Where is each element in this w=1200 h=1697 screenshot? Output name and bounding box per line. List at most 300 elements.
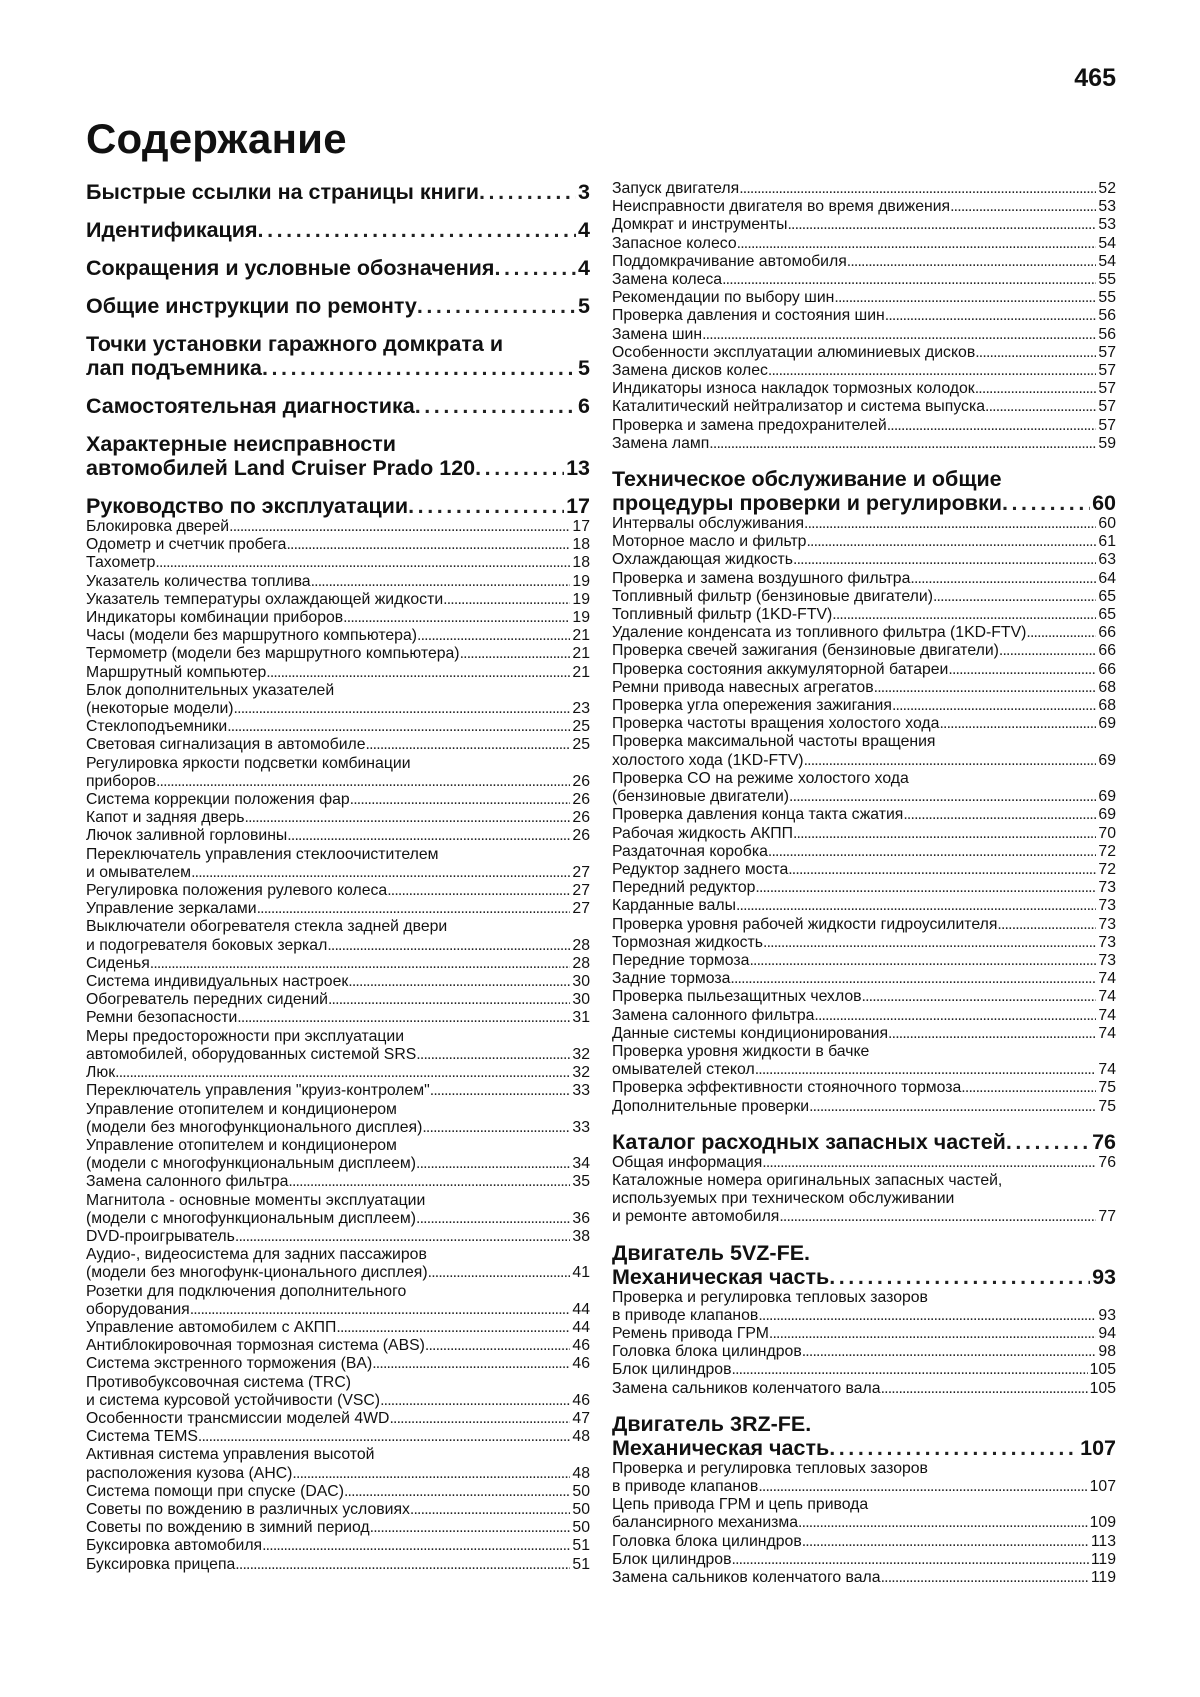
toc-page-number: 51: [572, 1555, 590, 1573]
toc-page-number: 74: [1098, 1024, 1116, 1042]
toc-entry-title: Точки установки гаражного домкрата и: [86, 332, 504, 356]
toc-entry[interactable]: [86, 518, 590, 536]
toc-page-number: 72: [1098, 842, 1116, 860]
toc-entry-title: Указатель количества топлива: [86, 572, 311, 590]
toc-page-number: 31: [572, 1009, 590, 1027]
toc-entry-title: Блок цилиндров: [612, 1550, 732, 1568]
toc-page-number: 56: [1098, 325, 1116, 343]
toc-entry-title: приборов: [86, 772, 156, 790]
dot-leader: [327, 937, 570, 955]
toc-entry[interactable]: [86, 682, 590, 718]
toc-entry[interactable]: [612, 551, 1116, 569]
toc-entry[interactable]: [612, 1460, 1116, 1496]
toc-entry[interactable]: [612, 825, 1116, 843]
toc-entry[interactable]: [612, 198, 1116, 216]
toc-entry[interactable]: [612, 1533, 1116, 1551]
toc-entry[interactable]: [612, 606, 1116, 624]
toc-page-number: 119: [1090, 1569, 1116, 1586]
dot-leader: [999, 642, 1097, 660]
toc-right-column: [612, 180, 1116, 1587]
toc-entry[interactable]: [86, 1064, 590, 1082]
dot-leader: [829, 1436, 1078, 1460]
toc-entry-title: Регулировка яркости подсветки комбинации: [86, 754, 411, 772]
toc-section[interactable]: [86, 256, 590, 280]
toc-entry-title: Замена ламп: [612, 434, 710, 452]
toc-page-number: 57: [1098, 380, 1116, 398]
toc-entry[interactable]: [86, 846, 590, 882]
toc-entry[interactable]: [612, 326, 1116, 344]
toc-entry-title: Система экстренного торможения (BA): [86, 1355, 373, 1373]
toc-entry[interactable]: [86, 1009, 590, 1027]
dot-leader: [732, 1551, 1089, 1569]
dot-leader: [887, 417, 1097, 435]
toc-entry[interactable]: [612, 970, 1116, 988]
toc-entry[interactable]: [612, 1172, 1116, 1227]
toc-entry[interactable]: [86, 1101, 590, 1137]
dot-leader: [235, 1228, 571, 1246]
dot-leader: [847, 253, 1097, 271]
dot-leader: [888, 1025, 1096, 1043]
toc-page-number: 17: [566, 494, 590, 518]
toc-entry[interactable]: [612, 916, 1116, 934]
toc-entry[interactable]: [612, 289, 1116, 307]
toc-entry[interactable]: [86, 1283, 590, 1319]
toc-page-number: 25: [572, 718, 590, 736]
toc-entry[interactable]: [612, 642, 1116, 660]
toc-entry[interactable]: [612, 180, 1116, 198]
toc-entry[interactable]: [86, 882, 590, 900]
toc-entry[interactable]: [86, 1501, 590, 1519]
toc-entry[interactable]: [612, 1289, 1116, 1325]
toc-entry-title: лап подъемника: [86, 356, 262, 380]
dot-leader: [348, 973, 570, 991]
toc-page-number: 4: [578, 256, 590, 280]
toc-entry[interactable]: [86, 718, 590, 736]
toc-entry[interactable]: [612, 861, 1116, 879]
dot-leader: [702, 326, 1096, 344]
dot-leader: [287, 827, 570, 845]
toc-entry[interactable]: [86, 1410, 590, 1428]
dot-leader: [892, 697, 1096, 715]
toc-left-column: [86, 180, 590, 1574]
toc-entry-title: Проверка эффективности стояночного тормоза: [612, 1079, 962, 1097]
toc-entry[interactable]: [612, 417, 1116, 435]
toc-entry[interactable]: [612, 1007, 1116, 1025]
dot-leader: [802, 1343, 1097, 1361]
toc-page-number: 21: [572, 627, 590, 645]
toc-entry-title: Руководство по эксплуатации: [86, 494, 409, 518]
dot-leader: [115, 1064, 570, 1082]
toc-entry-title: Проверка давления и состояния шин: [612, 307, 885, 325]
dot-leader: [755, 879, 1096, 897]
toc-entry[interactable]: [86, 1519, 590, 1537]
dot-leader: [779, 1208, 1096, 1226]
toc-entry-title: Проверка и замена предохранителей: [612, 416, 887, 434]
toc-entry-title: Блокировка дверей: [86, 518, 230, 535]
dot-leader: [975, 344, 1096, 362]
toc-page-number: 33: [572, 1082, 590, 1100]
toc-page-number: 23: [572, 700, 590, 718]
toc-entry[interactable]: [86, 918, 590, 954]
toc-entry-title: Противобуксовочная система (TRC): [86, 1373, 352, 1391]
toc-entry-title: процедуры проверки и регулировки: [612, 491, 1002, 516]
toc-entry[interactable]: [612, 398, 1116, 416]
toc-page-number: 52: [1098, 180, 1116, 197]
dot-leader: [389, 1410, 570, 1428]
toc-page-number: 74: [1098, 988, 1116, 1006]
dot-leader: [417, 294, 576, 318]
dot-leader: [769, 1325, 1097, 1343]
toc-entry[interactable]: [612, 216, 1116, 234]
toc-section[interactable]: [612, 1130, 1116, 1154]
toc-entry[interactable]: [86, 791, 590, 809]
toc-entry-title: Обогреватель передних сидений: [86, 991, 328, 1009]
toc-entry-title: Рабочая жидкость АКПП: [612, 824, 793, 842]
toc-entry-title: Задние тормоза: [612, 970, 731, 988]
toc-page-number: 70: [1098, 824, 1116, 842]
toc-entry-title: и омывателем: [86, 863, 192, 881]
toc-page-number: 66: [1098, 660, 1116, 678]
toc-page-number: 69: [1098, 788, 1116, 806]
dot-leader: [408, 494, 564, 518]
toc-entry-title: Проверка CO на режиме холостого хода: [612, 769, 909, 787]
dot-leader: [328, 991, 570, 1009]
toc-page-number: 75: [1098, 1097, 1116, 1115]
toc-page-number: 26: [572, 809, 590, 827]
dot-leader: [793, 551, 1096, 569]
toc-entry[interactable]: [612, 1079, 1116, 1097]
toc-entry[interactable]: [86, 1028, 590, 1064]
toc-entry-title: Механическая часть: [612, 1264, 830, 1289]
dot-leader: [798, 1514, 1088, 1532]
dot-leader: [809, 1098, 1096, 1116]
toc-page-number: 57: [1098, 362, 1116, 380]
toc-entry[interactable]: [612, 624, 1116, 642]
dot-leader: [885, 307, 1097, 325]
toc-entry[interactable]: [612, 1025, 1116, 1043]
toc-page-number: 73: [1098, 951, 1116, 969]
toc-entry-title: Ремни безопасности: [86, 1009, 238, 1027]
toc-entry-title: Система TEMS: [86, 1428, 198, 1446]
toc-entry[interactable]: [86, 827, 590, 845]
toc-entry-title: Замена колеса: [612, 271, 723, 289]
toc-entry-title: и ремонте автомобиля: [612, 1208, 780, 1226]
toc-entry[interactable]: [86, 554, 590, 572]
dot-leader: [834, 289, 1096, 307]
toc-entry[interactable]: [86, 1319, 590, 1337]
dot-leader: [910, 570, 1096, 588]
toc-entry-title: Проверка максимальной частоты вращения: [612, 733, 936, 751]
toc-entry[interactable]: [612, 806, 1116, 824]
toc-entry[interactable]: [86, 991, 590, 1009]
toc-entry[interactable]: [612, 380, 1116, 398]
toc-page-number: 18: [572, 554, 590, 572]
dot-leader: [948, 661, 1096, 679]
dot-leader: [422, 1119, 570, 1137]
toc-entry-title: Охлаждающая жидкость: [612, 551, 794, 569]
toc-entry-title: Управление зеркалами: [86, 900, 257, 918]
toc-page-number: 26: [572, 827, 590, 845]
toc-entry[interactable]: [86, 736, 590, 754]
dot-leader: [903, 806, 1096, 824]
toc-page-number: 50: [572, 1519, 590, 1537]
toc-page-number: 46: [572, 1337, 590, 1355]
toc-entry-title: Проверка уровня рабочей жидкости гидроусилителя: [612, 915, 998, 933]
toc-entry-title: Стеклоподъемники: [86, 718, 228, 736]
toc-entry[interactable]: [612, 344, 1116, 362]
toc-page-number: 69: [1098, 806, 1116, 824]
dot-leader: [975, 380, 1097, 398]
toc-entry-title: Идентификация: [86, 218, 258, 242]
toc-entry[interactable]: [612, 1551, 1116, 1569]
toc-entry[interactable]: [86, 809, 590, 827]
toc-entry-title: Топливный фильтр (бензиновые двигатели): [612, 587, 933, 605]
toc-section[interactable]: [86, 394, 590, 418]
toc-page-number: 19: [572, 590, 590, 608]
dot-leader: [475, 456, 564, 480]
toc-page-number: 55: [1098, 289, 1116, 307]
toc-entry-title: (модели без многофункционального дисплея): [86, 1118, 423, 1136]
toc-entry[interactable]: [612, 897, 1116, 915]
toc-entry[interactable]: [612, 661, 1116, 679]
toc-page-number: 50: [572, 1482, 590, 1500]
toc-entry[interactable]: [86, 955, 590, 973]
dot-leader: [494, 256, 576, 280]
toc-entry-title: Индикаторы износа накладок тормозных колодок: [612, 380, 975, 398]
dot-leader: [832, 606, 1096, 624]
toc-entry[interactable]: [86, 645, 590, 663]
dot-leader: [1006, 1130, 1090, 1154]
toc-page-number: 26: [572, 772, 590, 790]
toc-entry[interactable]: [86, 609, 590, 627]
toc-entry-title: Проверка свечей зажигания (бензиновые двигатели): [612, 642, 999, 660]
toc-entry-title: Редуктор заднего моста: [612, 860, 789, 878]
toc-entry-title: Люк: [86, 1064, 116, 1082]
toc-page-number: 119: [1090, 1550, 1116, 1568]
toc-entry[interactable]: [86, 1337, 590, 1355]
toc-section[interactable]: [612, 1241, 1116, 1289]
toc-entry[interactable]: [612, 988, 1116, 1006]
toc-page-number: 107: [1080, 1435, 1116, 1460]
toc-entry-title: оборудования: [86, 1300, 190, 1318]
toc-page-number: 34: [572, 1155, 590, 1173]
toc-entry[interactable]: [612, 307, 1116, 325]
toc-entry-title: автомобилей Land Cruiser Prado 120: [86, 456, 476, 480]
toc-page-number: 69: [1098, 715, 1116, 733]
toc-entry-title: Тахометр: [86, 554, 156, 572]
toc-page-number: 47: [572, 1409, 590, 1427]
toc-entry-title: Управление отопителем и кондиционером: [86, 1100, 397, 1118]
toc-entry-title: Запасное колесо: [612, 234, 737, 252]
dot-leader: [156, 773, 570, 791]
dot-leader: [762, 1154, 1096, 1172]
toc-entry[interactable]: [612, 843, 1116, 861]
dot-leader: [939, 715, 1096, 733]
toc-entry[interactable]: [86, 1374, 590, 1410]
toc-entry[interactable]: [612, 362, 1116, 380]
toc-entry[interactable]: [612, 1496, 1116, 1532]
page-number: 465: [1074, 64, 1116, 92]
dot-leader: [428, 1264, 571, 1282]
toc-page-number: 27: [572, 863, 590, 881]
dot-leader: [730, 970, 1096, 988]
toc-entry[interactable]: [612, 934, 1116, 952]
toc-entry[interactable]: [612, 1361, 1116, 1379]
toc-entry[interactable]: [86, 973, 590, 991]
toc-entry[interactable]: [86, 755, 590, 791]
toc-entry[interactable]: [612, 879, 1116, 897]
toc-section[interactable]: [86, 294, 590, 318]
toc-entry-title: Антиблокировочная тормозная система (ABS): [86, 1337, 425, 1355]
toc-section[interactable]: [86, 332, 590, 380]
toc-entry[interactable]: [86, 591, 590, 609]
toc-entry-title: Топливный фильтр (1KD-FTV): [612, 606, 833, 624]
toc-entry-title: Сокращения и условные обозначения: [86, 256, 495, 280]
toc-section[interactable]: [86, 494, 590, 518]
dot-leader: [460, 645, 571, 663]
toc-entry-title: холостого хода (1KD-FTV): [612, 751, 804, 769]
toc-entry-title: Замена дисков колес: [612, 362, 768, 380]
dot-leader: [793, 825, 1096, 843]
toc-entry-title: в приводе клапанов: [612, 1306, 759, 1324]
dot-leader: [985, 398, 1096, 416]
toc-page-number: 19: [572, 572, 590, 590]
toc-entry[interactable]: [86, 1137, 590, 1173]
toc-entry-title: DVD-проигрыватель: [86, 1227, 235, 1245]
toc-page-number: 74: [1098, 970, 1116, 988]
toc-entry[interactable]: [612, 697, 1116, 715]
toc-entry[interactable]: [612, 1380, 1116, 1398]
toc-section[interactable]: [86, 432, 590, 480]
toc-entry[interactable]: [612, 1343, 1116, 1361]
toc-entry-title: Блок цилиндров: [612, 1361, 732, 1379]
toc-entry-title: Моторное масло и фильтр: [612, 533, 807, 551]
toc-entry[interactable]: [86, 627, 590, 645]
toc-entry[interactable]: [612, 952, 1116, 970]
toc-entry[interactable]: [612, 570, 1116, 588]
toc-entry[interactable]: [612, 1569, 1116, 1587]
toc-page-number: 66: [1098, 642, 1116, 660]
toc-page-number: 65: [1098, 606, 1116, 624]
toc-entry-title: Самостоятельная диагностика: [86, 394, 415, 418]
toc-section[interactable]: [612, 1412, 1116, 1460]
dot-leader: [789, 788, 1096, 806]
dot-leader: [881, 1380, 1088, 1398]
dot-leader: [262, 356, 576, 380]
toc-entry[interactable]: [612, 715, 1116, 733]
toc-entry[interactable]: [612, 1154, 1116, 1172]
toc-entry[interactable]: [612, 588, 1116, 606]
dot-leader: [722, 271, 1096, 289]
toc-entry[interactable]: [86, 1483, 590, 1501]
toc-entry[interactable]: [86, 1173, 590, 1191]
toc-page-number: 50: [572, 1500, 590, 1518]
toc-page-number: 32: [572, 1064, 590, 1082]
toc-entry-title: Проверка частоты вращения холостого хода: [612, 715, 940, 733]
toc-entry[interactable]: [86, 664, 590, 682]
toc-entry[interactable]: [86, 1537, 590, 1555]
toc-page-number: 38: [572, 1227, 590, 1245]
toc-entry[interactable]: [612, 533, 1116, 551]
toc-page-number: 27: [572, 900, 590, 918]
toc-entry[interactable]: [86, 1556, 590, 1574]
toc-entry-title: (бензиновые двигатели): [612, 788, 790, 806]
toc-entry[interactable]: [86, 1355, 590, 1373]
toc-page-number: 61: [1098, 533, 1116, 551]
toc-section[interactable]: [612, 467, 1116, 515]
dot-leader: [430, 1082, 571, 1100]
dot-leader: [1026, 624, 1096, 642]
toc-entry-title: Система коррекции положения фар: [86, 791, 350, 809]
dot-leader: [804, 515, 1096, 533]
toc-entry-title: Общие инструкции по ремонту: [86, 294, 417, 318]
toc-entry-title: Одометр и счетчик пробега: [86, 536, 287, 554]
toc-entry[interactable]: [612, 1043, 1116, 1079]
toc-entry[interactable]: [86, 900, 590, 918]
toc-entry[interactable]: [612, 271, 1116, 289]
toc-page-number: 32: [572, 1045, 590, 1063]
toc-entry-title: Проверка пыльезащитных чехлов: [612, 988, 862, 1006]
toc-page-number: 107: [1089, 1477, 1116, 1495]
toc-entry[interactable]: [86, 573, 590, 591]
toc-entry[interactable]: [612, 733, 1116, 769]
toc-entry-title: Каталитический нейтрализатор и система выпуска: [612, 398, 986, 416]
toc-page-number: 73: [1098, 879, 1116, 897]
toc-entry-title: Замена салонного фильтра: [612, 1006, 815, 1024]
dot-leader: [758, 1478, 1087, 1496]
toc-entry-title: Двигатель 3RZ-FE.: [612, 1411, 812, 1436]
toc-page-number: 63: [1098, 551, 1116, 569]
toc-entry-title: автомобилей, оборудованных системой SRS: [86, 1045, 417, 1063]
toc-entry[interactable]: [612, 235, 1116, 253]
toc-entry-title: Раздаточная коробка: [612, 842, 768, 860]
dot-leader: [763, 934, 1096, 952]
toc-entry[interactable]: [612, 515, 1116, 533]
toc-entry[interactable]: [612, 770, 1116, 806]
toc-page-number: 35: [572, 1173, 590, 1191]
toc-entry-title: Управление автомобилем с АКПП: [86, 1318, 337, 1336]
toc-entry[interactable]: [612, 1098, 1116, 1116]
toc-entry-title: Запуск двигателя: [612, 180, 740, 197]
toc-entry[interactable]: [612, 1325, 1116, 1343]
toc-entry[interactable]: [612, 679, 1116, 697]
toc-entry[interactable]: [86, 1082, 590, 1100]
toc-entry[interactable]: [86, 1428, 590, 1446]
toc-entry[interactable]: [612, 253, 1116, 271]
toc-page-number: 44: [572, 1318, 590, 1336]
toc-entry[interactable]: [86, 1228, 590, 1246]
toc-entry[interactable]: [86, 1446, 590, 1482]
toc-entry[interactable]: [86, 1246, 590, 1282]
toc-entry-title: Ремни привода навесных агрегатов: [612, 678, 874, 696]
dot-leader: [788, 861, 1096, 879]
dot-leader: [416, 1210, 570, 1228]
toc-section[interactable]: [86, 218, 590, 242]
dot-leader: [961, 1079, 1096, 1097]
toc-entry-title: Буксировка автомобиля: [86, 1537, 263, 1555]
toc-entry-title: балансирного механизма: [612, 1514, 799, 1532]
toc-entry[interactable]: [612, 435, 1116, 453]
toc-page-number: 19: [572, 609, 590, 627]
dot-leader: [874, 679, 1097, 697]
toc-entry-title: расположения кузова (AHC): [86, 1464, 293, 1482]
toc-page-number: 73: [1098, 915, 1116, 933]
dot-leader: [257, 900, 571, 918]
toc-section[interactable]: [86, 180, 590, 204]
toc-page-number: 46: [572, 1391, 590, 1409]
toc-entry[interactable]: [86, 1192, 590, 1228]
toc-entry[interactable]: [86, 536, 590, 554]
